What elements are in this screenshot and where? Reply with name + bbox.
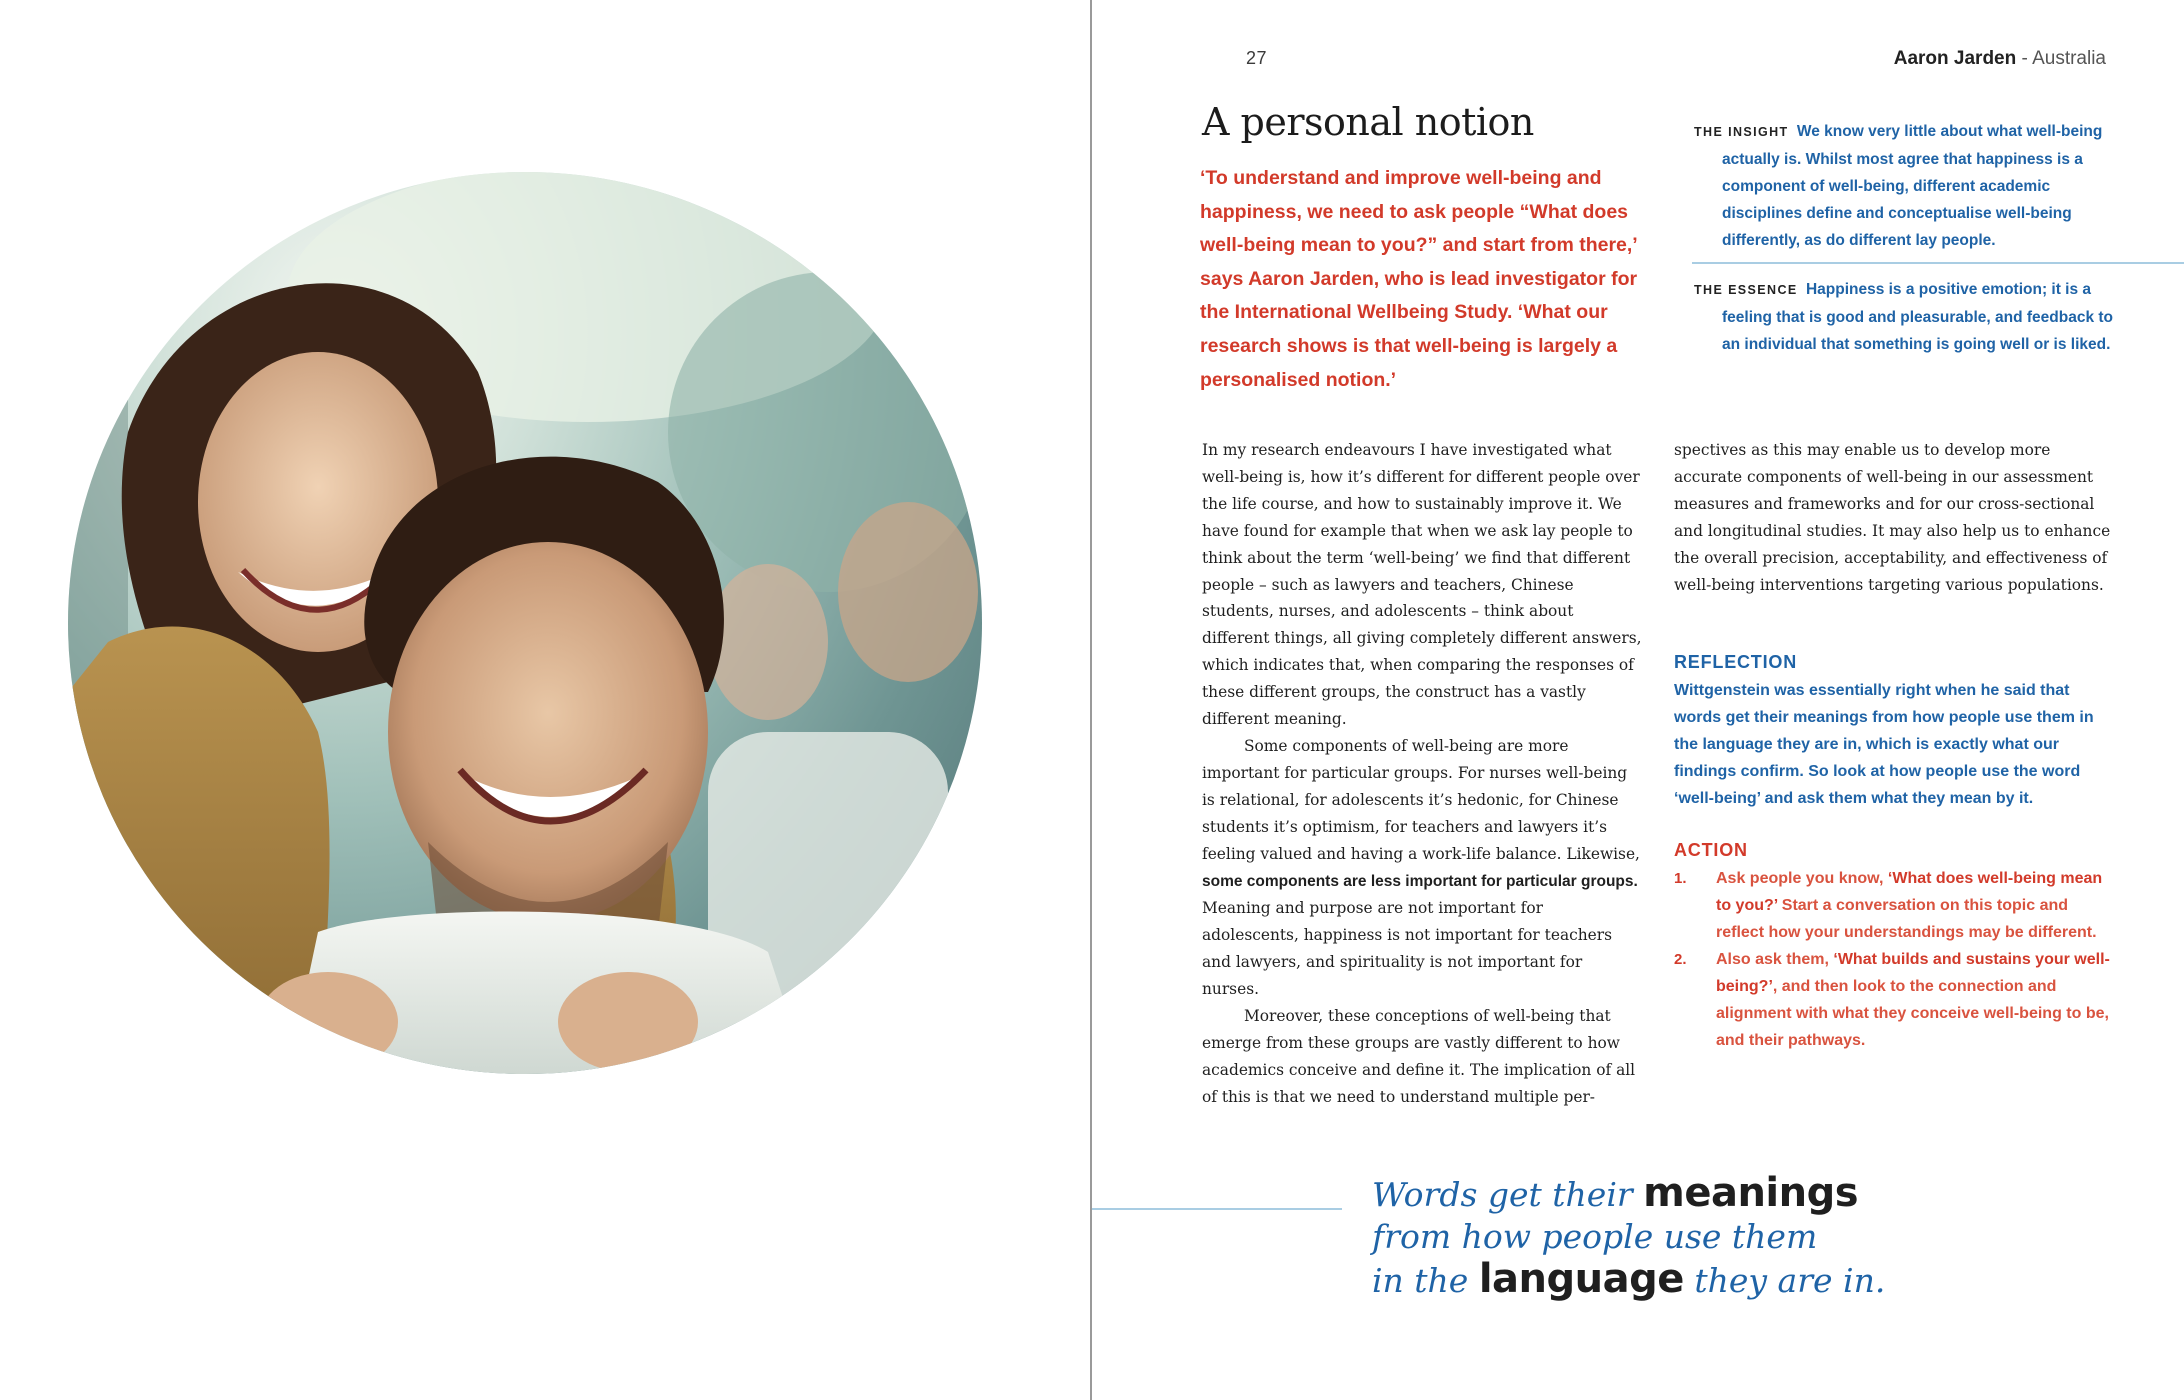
author-country: Australia (2032, 48, 2106, 69)
photo-illustration (68, 172, 982, 1074)
reflection-heading: REFLECTION (1674, 652, 1797, 672)
body-paragraph-2-end: Meaning and purpose are not important for adolescents, happiness is not important for teachers and lawyers, and spirituality is not important for nurses. (1202, 899, 1613, 999)
essence-text: Happiness is a positive emotion; it is a feeling that is good and pleasurable, and feedback to an individual that something is going well or is liked. (1722, 281, 2114, 353)
body-paragraph-2-emphasis: some components are less important for particular groups. (1202, 872, 1638, 890)
pull-quote-line-3c: they are in. (1683, 1261, 1886, 1300)
right-page (1092, 0, 2184, 1400)
action-item-2-rest: , and then look to the connection and alignment with what they conceive well-being to be, and their pathways. (1716, 978, 2109, 1049)
action-item-1-number: 1. (1674, 870, 1687, 887)
action-item-1-quote: ‘What does well-being mean to you?’ (1716, 870, 2103, 914)
reflection-text: Wittgenstein was essentially right when he said that words get their meanings from how people use them in the language they are in, which is exactly what our findings confirm. So look at how people use the word ‘well-being’ and ask them what they mean by it. (1674, 682, 2094, 807)
pull-quote-emphasis-meanings: meanings (1643, 1170, 1859, 1216)
action-item-2-number: 2. (1674, 951, 1687, 968)
essence-label: THE ESSENCE (1694, 283, 1798, 297)
body-column-1 (1202, 437, 1642, 1111)
body-paragraph-1: In my research endeavours I have investigated what well-being is, how it’s different for different people over the life course, and how to sustainably improve it. We have found for example that when we ask lay people to think about the term ‘well-being’ we find that different people – such as lawyers and teachers, Chinese students, nurses, and adolescents – think about different things, all giving completely different answers, which indicates that, when comparing the responses of these different groups, the construct has a vastly different meaning. (1202, 441, 1642, 729)
body-column-2 (1674, 437, 2114, 598)
author-name: Aaron Jarden (1893, 48, 2017, 69)
sidebar (1694, 118, 2114, 353)
essence-block (1694, 276, 2122, 358)
reflection-section (1674, 652, 2114, 812)
group-photo-image (68, 172, 982, 1074)
action-item-2 (1674, 946, 2114, 1054)
pull-quote-line-3 (1372, 1258, 1992, 1302)
body-paragraph-2 (1202, 733, 1642, 1003)
article-title: A personal notion (1202, 100, 1534, 144)
running-head-separator: - (2016, 48, 2033, 69)
insight-label: THE INSIGHT (1694, 125, 1789, 139)
pull-quote-rule (1092, 1208, 1342, 1210)
action-section (1674, 840, 2114, 1054)
insight-text: We know very little about what well-being actually is. Whilst most agree that happiness is a component of well-being, different academic disciplines define and conceptualise well-being differently, as do different lay people. (1722, 123, 2103, 249)
pull-quote-emphasis-language: language (1478, 1256, 1684, 1302)
page-number: 27 (1246, 48, 1268, 68)
action-item-2-lead: Also ask them, (1716, 951, 1834, 968)
pull-quote-line-1a: Words get their (1372, 1175, 1644, 1214)
body-paragraph-2-start: Some components of well-being are more important for particular groups. For nurses well-being is relational, for adolescents it’s hedonic, for Chinese students it’s optimism, for teachers and lawyers it’s feeling valued and having a work-life balance. Likewise, (1202, 736, 1640, 863)
pull-quote-line-2: from how people use them (1372, 1217, 1818, 1256)
pull-quote-line-1 (1372, 1172, 1992, 1216)
action-heading: ACTION (1674, 840, 1748, 860)
action-list (1674, 865, 2114, 1054)
action-item-1-lead: Ask people you know, (1716, 870, 1888, 887)
action-item-2-quote: ‘What builds and sustains your well-being?’ (1716, 951, 2110, 995)
pull-quote-line-3a: in the (1372, 1261, 1479, 1300)
sidebar-divider (1692, 262, 2184, 264)
body-paragraph-4: spectives as this may enable us to develop more accurate components of well-being in our assessment measures and frameworks and for our cross-sectional and longitudinal studies. It may also help us to enhance the overall precision, acceptability, and effectiveness of well-being interventions targeting various populations. (1674, 441, 2111, 594)
running-head (1894, 48, 2106, 70)
body-paragraph-3: Moreover, these conceptions of well-being that emerge from these groups are vastly different to how academics conceive and define it. The implication of all of this is that we need to understand multiple per- (1202, 1007, 1636, 1106)
action-item-1-rest: Start a conversation on this topic and reflect how your understandings may be different. (1716, 897, 2097, 941)
insight-block (1694, 118, 2114, 254)
article-intro: ‘To understand and improve well-being and happiness, we need to ask people “What does well-being mean to you?” and start from there,’ says Aaron Jarden, who is lead investigator for the International Wellbeing Study. ‘What our research shows is that well-being is largely a personalised notion.’ (1200, 167, 1638, 391)
left-page (0, 0, 1090, 1400)
pull-quote (1372, 1172, 1992, 1302)
action-item-1 (1674, 865, 2114, 946)
